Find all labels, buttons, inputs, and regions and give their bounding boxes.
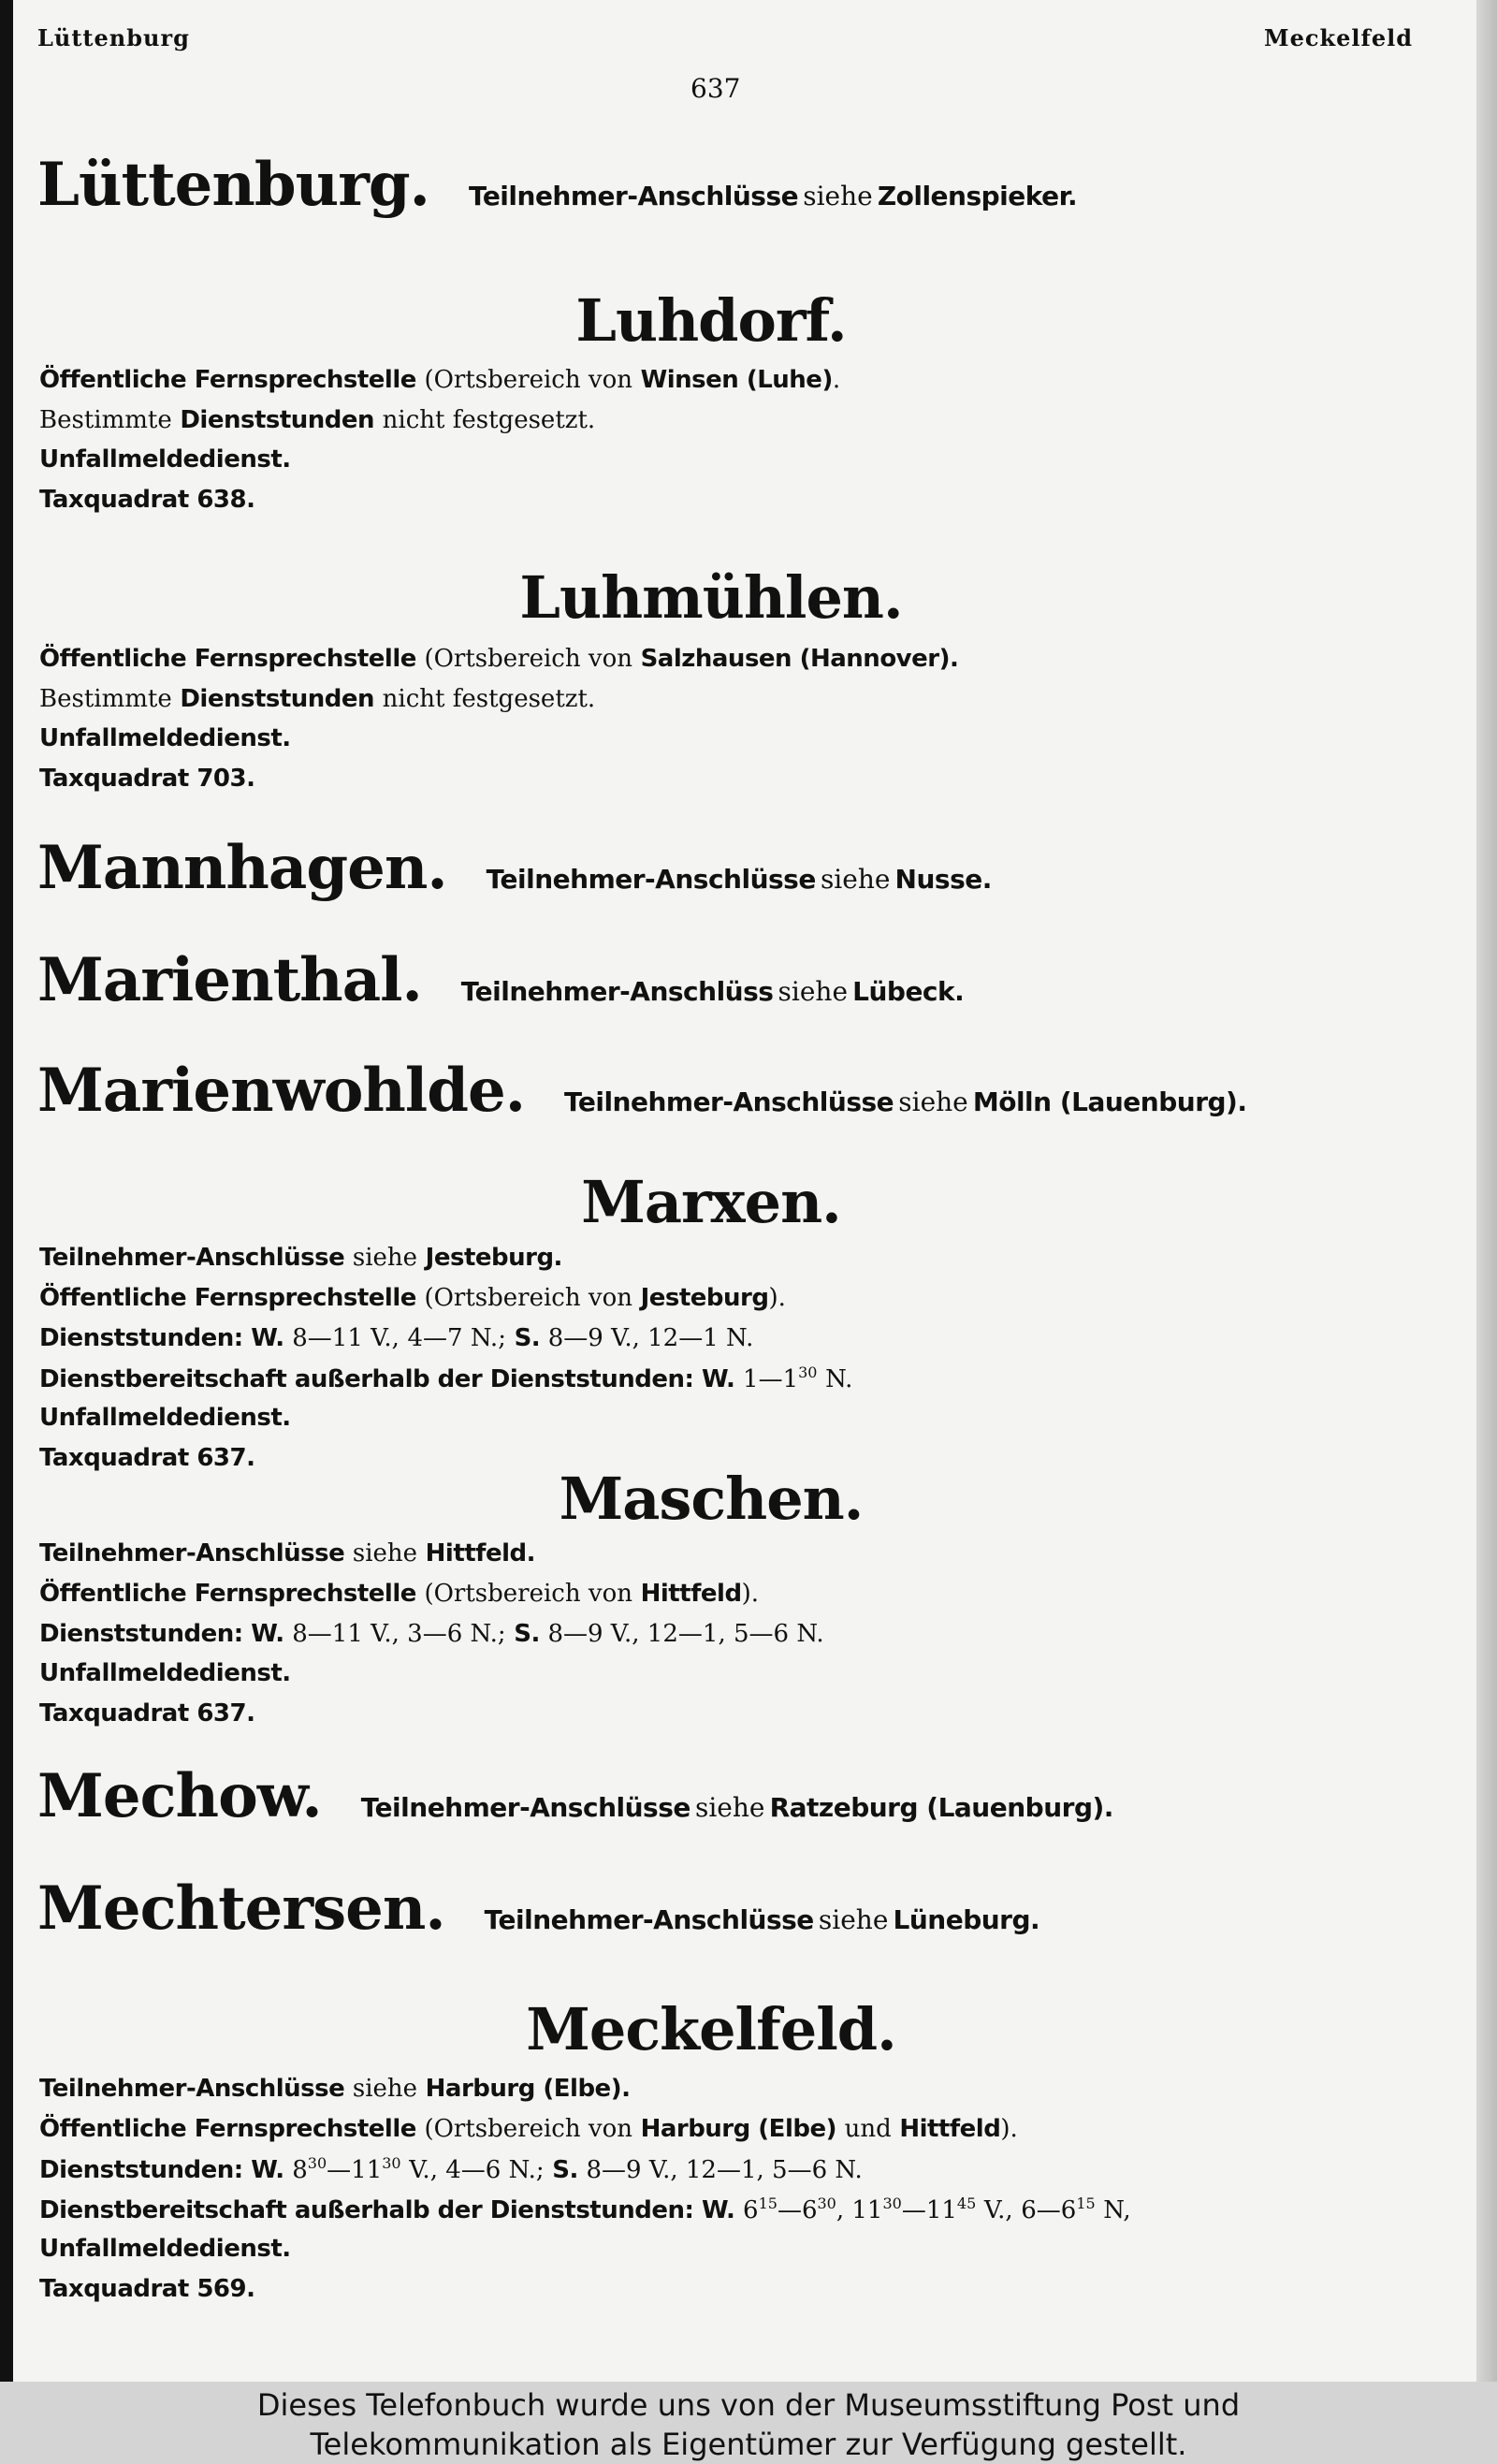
ref-label: Teilnehmer-Anschlüsse	[486, 864, 816, 895]
text-regular: 8—9 V., 12—1, 5—6 N.	[586, 2156, 863, 2184]
ref-siehe: siehe	[694, 1792, 765, 1823]
superscript: 30	[382, 2154, 401, 2172]
text-regular: 6	[743, 2196, 759, 2224]
luhmuehlen-line-4: Taxquadrat 703.	[39, 765, 255, 793]
entry-heading: Lüttenburg.	[37, 150, 429, 220]
marxen-line-5: Unfallmeldedienst.	[39, 1404, 291, 1432]
ref-target: Zollenspieker.	[877, 181, 1078, 211]
entry-marienthal	[37, 945, 964, 1015]
entry-mechow	[37, 1761, 1113, 1831]
page-number: 637	[690, 73, 741, 104]
text-bold: Hittfeld	[640, 1580, 742, 1608]
running-head-left: Lüttenburg	[37, 24, 190, 51]
ref-target: Ratzeburg (Lauenburg).	[769, 1792, 1113, 1823]
text-regular: ).	[741, 1580, 759, 1608]
marxen-line-3	[39, 1325, 753, 1350]
marxen-line-2	[39, 1285, 786, 1310]
text-regular: 8—11 V., 3—6 N.;	[292, 1620, 506, 1648]
text-bold: Salzhausen (Hannover).	[640, 645, 959, 673]
text-bold: Jesteburg.	[425, 1244, 562, 1272]
text-regular: —11	[901, 2196, 957, 2224]
ref-label: Teilnehmer-Anschlüsse	[468, 181, 799, 211]
maschen-line-2	[39, 1581, 759, 1606]
marxen-line-1	[39, 1245, 562, 1270]
entry-heading: Mechtersen.	[37, 1874, 445, 1944]
entry-luettenburg	[37, 150, 1077, 220]
text-regular: ).	[768, 1284, 786, 1312]
text-regular: 6—6	[1021, 2196, 1077, 2224]
text-regular: 1—1	[743, 1365, 799, 1393]
text-regular: V.,	[983, 2196, 1013, 2224]
text-bold: Dienststunden	[180, 406, 375, 434]
text-bold: Hittfeld.	[425, 1539, 536, 1567]
entry-heading-luhmuehlen: Luhmühlen.	[519, 563, 903, 632]
entry-heading-meckelfeld: Meckelfeld.	[526, 1995, 896, 2063]
text-bold: Öffentliche Fernsprechstelle	[39, 2115, 416, 2143]
ref-siehe: siehe	[818, 1904, 889, 1935]
text-bold: Dienststunden:	[39, 2156, 243, 2184]
text-bold: Dienststunden:	[39, 1324, 243, 1352]
ref-target: Nusse.	[894, 864, 992, 895]
text-bold: Dienstbereitschaft außerhalb der Dienststunden:	[39, 2196, 694, 2224]
text-bold: W.	[702, 1365, 735, 1393]
ref-target: Mölln (Lauenburg).	[972, 1086, 1247, 1117]
entry-heading-marxen: Marxen.	[581, 1168, 841, 1236]
text-regular: Bestimmte	[39, 685, 172, 713]
maschen-line-1	[39, 1540, 535, 1566]
text-bold: W.	[251, 2156, 284, 2184]
ref-target: Lübeck.	[852, 976, 965, 1007]
meckelfeld-line-6: Taxquadrat 569.	[39, 2275, 255, 2303]
text-bold: Teilnehmer-Anschlüsse	[39, 1539, 345, 1567]
text-bold: Öffentliche Fernsprechstelle	[39, 366, 416, 394]
luhmuehlen-line-2	[39, 686, 595, 711]
text-regular: nicht festgesetzt.	[382, 685, 596, 713]
entry-heading: Marienwohlde.	[37, 1056, 525, 1126]
text-regular: 8—11 V.,	[292, 1324, 400, 1352]
text-bold: Öffentliche Fernsprechstelle	[39, 1580, 416, 1608]
text-regular: siehe	[352, 1244, 418, 1272]
superscript: 15	[758, 2194, 778, 2212]
text-bold: Teilnehmer-Anschlüsse	[39, 1244, 345, 1272]
text-bold: Harburg (Elbe)	[640, 2115, 836, 2143]
text-regular: Bestimmte	[39, 406, 172, 434]
text-bold: S.	[552, 2156, 578, 2184]
text-regular: N,	[1103, 2196, 1131, 2224]
text-regular: 8—9 V., 12—1, 5—6 N.	[547, 1620, 824, 1648]
text-regular: —11	[327, 2156, 383, 2184]
maschen-line-5: Taxquadrat 637.	[39, 1699, 255, 1728]
ref-label: Teilnehmer-Anschlüsse	[360, 1792, 690, 1823]
entry-heading-maschen: Maschen.	[559, 1465, 864, 1533]
text-regular: V., 4—6 N.;	[409, 2156, 545, 2184]
luhdorf-line-3: Unfallmeldedienst.	[39, 445, 291, 474]
text-bold: S.	[514, 1620, 540, 1648]
meckelfeld-line-5: Unfallmeldedienst.	[39, 2235, 291, 2263]
text-bold: Jesteburg	[640, 1284, 769, 1312]
luhmuehlen-line-3: Unfallmeldedienst.	[39, 724, 291, 752]
ref-siehe: siehe	[778, 976, 849, 1007]
meckelfeld-line-4	[39, 2196, 1131, 2223]
text-regular: (Ortsbereich von	[424, 1284, 632, 1312]
text-regular: siehe	[352, 1539, 418, 1567]
marxen-line-6: Taxquadrat 637.	[39, 1444, 255, 1472]
maschen-line-3	[39, 1621, 824, 1646]
text-bold: Öffentliche Fernsprechstelle	[39, 1284, 416, 1312]
text-bold: S.	[514, 1324, 541, 1352]
text-regular: (Ortsbereich von	[424, 645, 632, 673]
text-bold: Dienststunden:	[39, 1620, 243, 1648]
superscript: 30	[817, 2194, 836, 2212]
text-regular: (Ortsbereich von	[424, 1580, 632, 1608]
text-bold: Teilnehmer-Anschlüsse	[39, 2075, 345, 2103]
text-regular: ).	[1000, 2115, 1018, 2143]
text-regular: 8—9 V., 12—1 N.	[547, 1324, 754, 1352]
text-regular: und	[844, 2115, 892, 2143]
running-head-right: Meckelfeld	[1264, 24, 1413, 51]
text-regular: 4—7 N.;	[407, 1324, 506, 1352]
text-bold: W.	[251, 1620, 284, 1648]
footer-line-2: Telekommunikation als Eigentümer zur Verfügung gestellt.	[310, 2427, 1187, 2462]
marxen-line-4	[39, 1365, 852, 1392]
footer-line-1: Dieses Telefonbuch wurde uns von der Museumsstiftung Post und	[256, 2387, 1241, 2423]
entry-heading: Marienthal.	[37, 945, 422, 1015]
superscript: 30	[307, 2154, 327, 2172]
luhmuehlen-line-1	[39, 646, 958, 671]
entry-mechtersen	[37, 1874, 1039, 1944]
text-bold: Dienststunden	[180, 685, 375, 713]
text-regular: siehe	[352, 2075, 418, 2103]
text-regular: 8	[292, 2156, 308, 2184]
text-regular: N.	[825, 1365, 853, 1393]
ref-siehe: siehe	[820, 864, 891, 895]
entry-heading: Mannhagen.	[37, 833, 447, 903]
ref-label: Teilnehmer-Anschlüsse	[484, 1904, 814, 1935]
superscript: 15	[1076, 2194, 1096, 2212]
text-bold: Harburg (Elbe).	[425, 2075, 631, 2103]
meckelfeld-line-1	[39, 2076, 630, 2101]
superscript: 30	[798, 1363, 818, 1381]
text-bold: W.	[702, 2196, 735, 2224]
text-regular: , 11	[836, 2196, 883, 2224]
entry-heading: Mechow.	[37, 1761, 322, 1831]
meckelfeld-line-2	[39, 2116, 1018, 2141]
entry-heading-luhdorf: Luhdorf.	[575, 286, 847, 355]
ref-siehe: siehe	[898, 1086, 968, 1117]
page-right-edge	[1476, 0, 1497, 2382]
luhdorf-line-4: Taxquadrat 638.	[39, 486, 255, 514]
luhdorf-line-1	[39, 367, 840, 392]
text-bold: Öffentliche Fernsprechstelle	[39, 645, 416, 673]
text-regular: nicht festgesetzt.	[382, 406, 596, 434]
ref-target: Lüneburg.	[893, 1904, 1040, 1935]
ref-label: Teilnehmer-Anschlüsse	[563, 1086, 894, 1117]
meckelfeld-line-3	[39, 2156, 863, 2182]
text-regular: —6	[777, 2196, 818, 2224]
ref-siehe: siehe	[803, 181, 873, 211]
entry-mannhagen	[37, 833, 992, 903]
text-regular: (Ortsbereich von	[424, 366, 632, 394]
text-bold: Hittfeld	[899, 2115, 1001, 2143]
text-bold: Winsen (Luhe)	[640, 366, 833, 394]
text-bold: Dienstbereitschaft außerhalb der Dienststunden:	[39, 1365, 694, 1393]
ref-label: Teilnehmer-Anschlüss	[460, 976, 774, 1007]
text-regular: .	[832, 366, 841, 394]
text-regular: (Ortsbereich von	[424, 2115, 632, 2143]
entry-marienwohlde	[37, 1056, 1246, 1126]
superscript: 45	[956, 2194, 977, 2212]
luhdorf-line-2	[39, 407, 595, 432]
maschen-line-4: Unfallmeldedienst.	[39, 1659, 291, 1687]
footer-notice	[0, 2382, 1497, 2464]
superscript: 30	[882, 2194, 902, 2212]
text-bold: W.	[251, 1324, 284, 1352]
